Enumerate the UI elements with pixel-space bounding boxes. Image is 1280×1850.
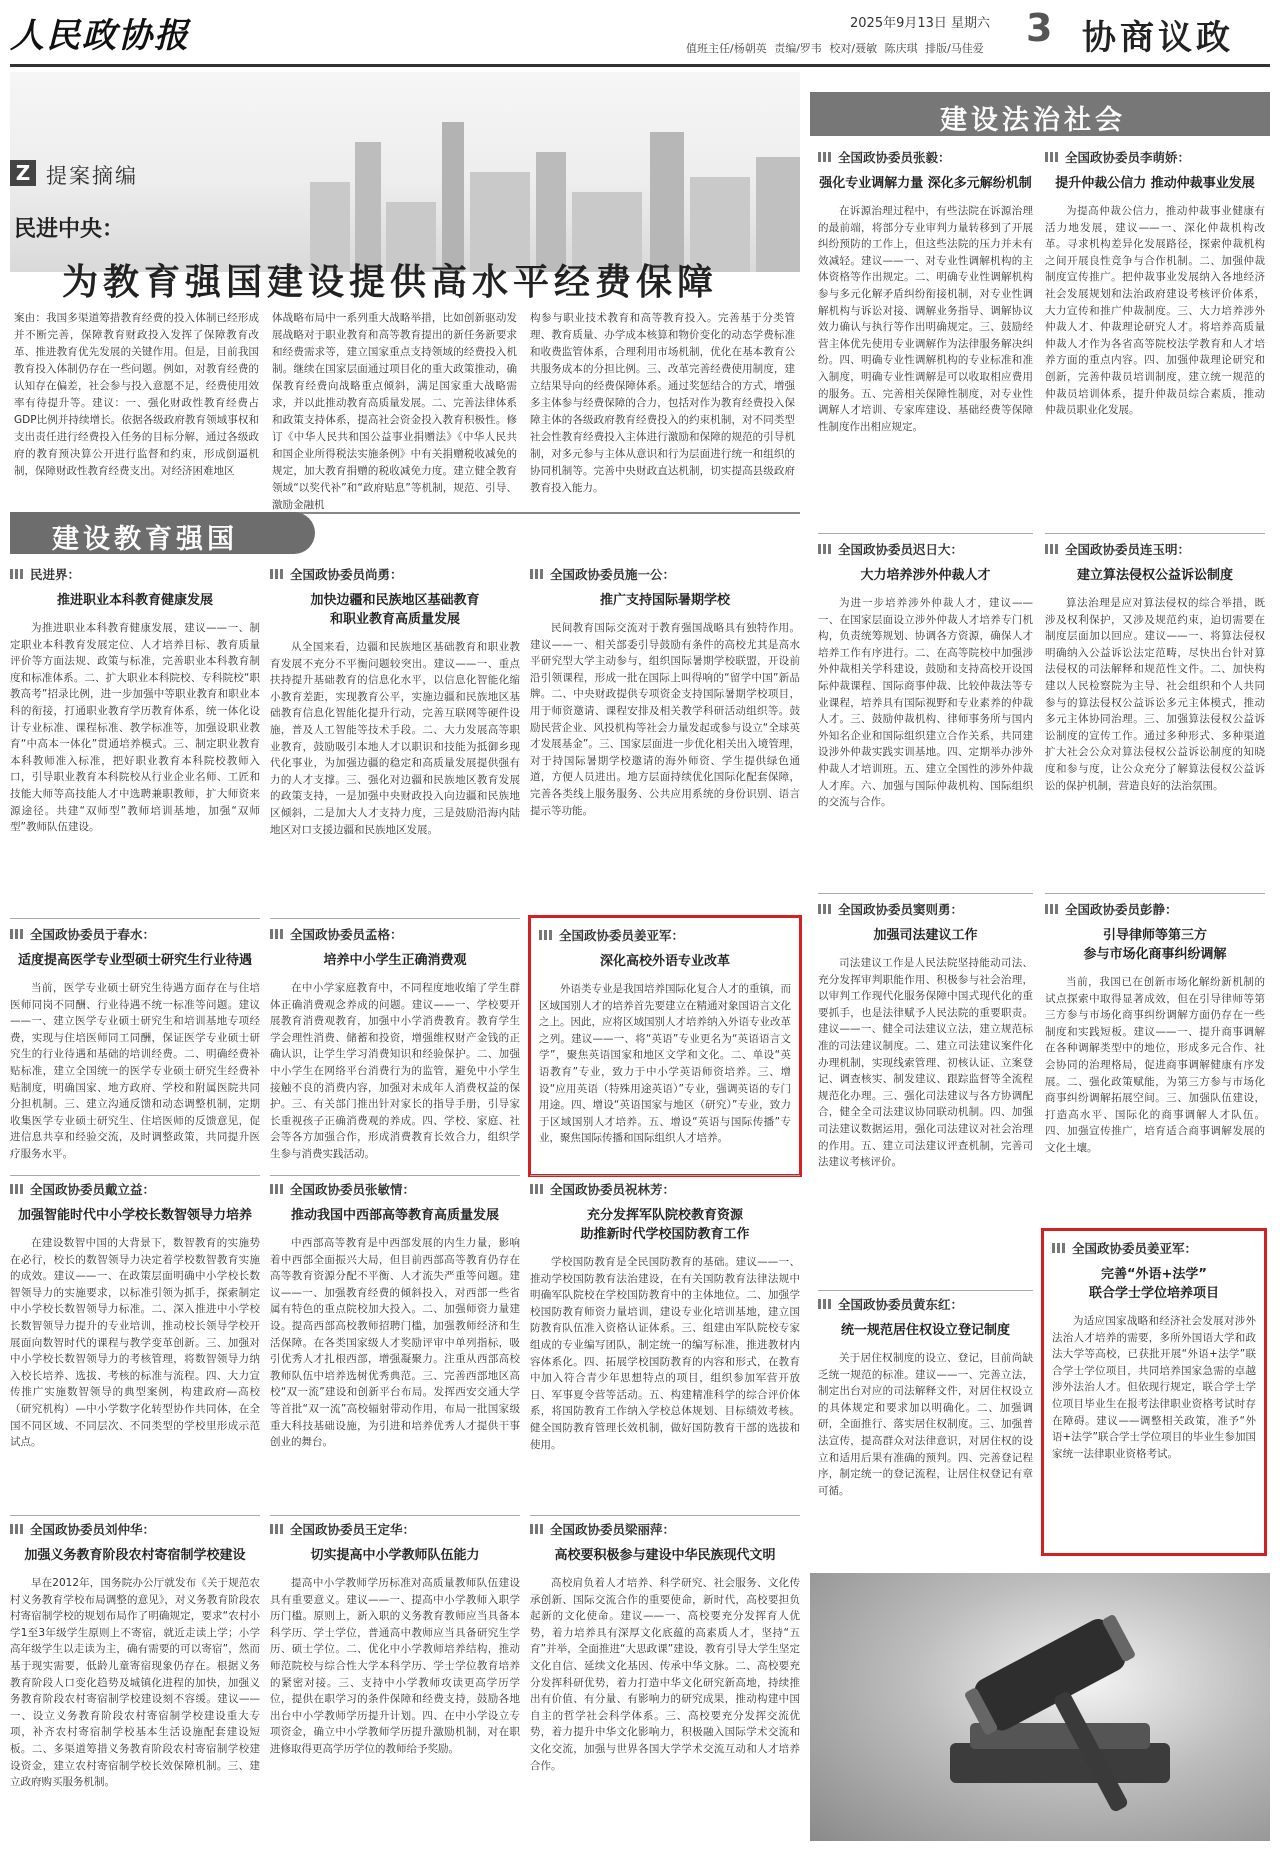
column-divider: [270, 1515, 520, 1516]
bullet-icon: [1045, 904, 1059, 914]
article-title: 建立算法侵权公益诉讼制度: [1076, 568, 1233, 583]
article-minjin: [10, 565, 260, 915]
section-bar-education: [10, 512, 315, 554]
column-divider: [1045, 533, 1265, 534]
article-body: 中西部高等教育是中西部发展的内生力量，影响着中西部全面振兴大局，但目前西部高等教育仍存在高等教育资源分配不平衡、人才流失严重等问题。建议——一、加强教育经费的倾斜投入，对西部一些省属有特色的重点院校加大投入。二、加强师资力量建设。提高西部高校教师招聘门槛，加强教师经济和生活保障。在各类国家级人才奖励评审中单列指标，吸引优秀人才扎根西部，增强凝聚力。注重从西部高校教师队伍中培养选树优秀典范。三、完善西部地区高校“双一流”建设和创新平台布局。发挥西安交通大学等首批“双一流”高校辐射带动作用，布局一批国家级重大科技基础设施，为引进和培养优秀人才提供干事创业的舞台。: [270, 1237, 520, 1449]
article-author: [10, 1520, 260, 1538]
bullet-icon: [10, 929, 24, 939]
article-body: 关于居住权制度的设立、登记，目前尚缺乏统一规范的标准。建议——一、完善立法，制定出台对应的司法解释文件，对居住权设立的具体规定和要求加以明确化。二、加强调研，全面推行、落实居住权制度。三、加强普法宣传，提高群众对法律意识，对居住权的设立和适用后果有准确的预判。四、完善登记程序，制定统一的登记流程，让居住权登记有章可循。: [818, 1352, 1033, 1497]
article-body: 为推进职业本科教育健康发展，建议——一、制定职业本科教育发展定位、人才培养目标、教育质量评价等方面法规、政策与标准，完善职业本科教育制度和标准体系。二、扩大职业本科院校、专科院校“职教高考”招录比例，进一步加强中等职业教育和职业本科的衔接，打通职业教育学历教育体系，统一体化设计专业标准、课程标准、教学标准等，加强设职业教育“中高本一体化”贯通培养模式。三、制定职业教育本科教师准入标准，把好职业教育本科院校教师入口，引导职业教育本科院校从行业企业名师、工匠和技能大师等高技能人才中选聘兼职教师，扩大师资来源途径。共建“双师型”教师培训基地，加强“双师型”教师队伍建设。: [10, 622, 260, 834]
article-body: 在中小学家庭教育中，不同程度地收缩了学生群体正确消费观念养成的问题。建议——一、学校要开展教育消费观教育，加强中小学消费教育。教育学生学会理性消费、储蓄和投资，增强维权财产金钱的正确认识，让学生学习消费知识和经验保护。二、加强中小学生在网络平台消费行为的监管，避免中小学生接触不良的消费内容，加强对未成年人消费权益的保护。三、有关部门推出针对家长的指导手册，引导家长重视孩子正确消费观的养成。四、学校、家庭、社会等各方加强合作，形成消费教育长效合力，组织学生参与消费实践活动。: [270, 982, 520, 1160]
article-jiangyajun1: [528, 915, 802, 1177]
article-body: 为提高仲裁公信力，推动仲裁事业健康有活力地发展，建议——一、深化仲裁机构改革。寻求机构差异化发展路径，探索仲裁机构之间开展良性竞争与合作机制。二、加强仲裁制度宣传推广。把仲裁事业发展纳入各地经济社会发展规划和法治政府建设考核评价体系，大力宣传和推广仲裁制度。三、大力培养涉外仲裁人才、仲裁理论研究人才。将培养高质量仲裁人才作为各省高等院校法学教育和人才培养方面的重点内容。四、加强仲裁理论研究和创新，完善仲裁员培训制度，建立统一规范的仲裁员培训体系，提升仲裁员综合素质，推动仲裁员职业化发展。: [1045, 205, 1265, 417]
bullet-icon: [818, 1299, 832, 1309]
article-body: 在诉源治理过程中，有些法院在诉源治理的最前端，将部分专业审判力量转移到了开展纠纷预防的工作上，但这些法院的压力并未有效减轻。建议——一、对专业性调解机构的主体资格等作出规定。二、明确专业性调解机构参与多元化解矛盾纠纷衔接机制，对专业性调解机构与诉讼对接、调解业务指导、调解协议效力确认与执行等作出明确规定。三、鼓励经营主体优先使用专业调解作为法律服务解决纠纷。四、明确专业性调解机构的专业标准和准入制度，明确专业性调解是可以收取相应费用的服务。五、完善相关保障性制度，对专业性调解人才培训、专家库建设、基础经费等保障性制度作出相应规定。: [818, 205, 1033, 433]
page-number: 3: [1026, 6, 1053, 50]
author-name: 全国政协委员李萌娇：: [1065, 150, 1191, 165]
article-author: [530, 565, 800, 583]
bullet-icon: [530, 1524, 544, 1534]
article-zhangyi: [818, 148, 1033, 528]
article-shangyong: [270, 565, 520, 915]
article-title: 大力培养涉外仲裁人才: [860, 568, 991, 583]
feature-body-col-1: 案由：我国多渠道筹措教育经费的投入体制已经形成并不断完善，保障教育财政投入发挥了保障教育改革、推进教育优先发展的关键作用。但是，目前我国教育投入体制仍存在一些问题。例如，对教育经费的认知存在偏差，社会参与投入意愿不足，经费使用效率有待提升等。建议：一、强化财政性教育经费占GDP比例并持续增长。依据各级政府教育领域事权和支出责任进行经费投入任务的目标分解，通过各级政府的教育预决算公开进行监督和约束，形成倒逼机制，保障财政性教育经费支出。对经济困难地区: [14, 312, 259, 477]
article-jiangyajun2: [1041, 1228, 1267, 1556]
section-title: 协商议政: [1082, 18, 1234, 58]
article-liangliping: [530, 1520, 800, 1845]
article-zhangmin: [270, 1180, 520, 1510]
article-body: 学校国防教育是全民国防教育的基础。建议——一、推动学校国防教育法治建设，在有关国防教育法律法规中明确军队院校在学校国防教育中的主体地位。二、加强学校国防教育师资力量培训，建设专业化培训基地，建立国防教育队伍准入资格认证体系。三、组建由军队院校专家组成的专业编写团队，制定统一的编写标准，推进教材内容体系化。四、拓展学校国防教育的内容和形式，在教育中加入符合青少年思想特点的项目，组织参加军营开放日、军事夏令营等活动。五、构建精准科学的综合评价体系，将国防教育工作纳入学校总体规划、目标绩效考核。健全国防教育管理长效机制，做好国防教育干部的选拔和使用。: [530, 1256, 800, 1451]
bullet-icon: [270, 929, 284, 939]
article-title: 完善“外语+法学” 联合学士学位培养项目: [1088, 1267, 1219, 1301]
author-name: 全国政协委员于春水：: [30, 927, 156, 942]
proposer-org: 民进中央：: [14, 217, 125, 242]
article-body: 当前，医学专业硕士研究生待遇方面存在与住培医师同岗不同酬、行业待遇不统一标准等问题。建议——一、建立医学专业硕士研究生和培训基地专项经费，实现与住培医师同工同酬，保证医学专业硕士研究生的行业待遇和基础的培训经费。二、明确经费补贴标准，建立全国统一的医学专业硕士研究生经费补贴制度，明确国家、地方政府、学校和附属医院共同分担机制。三、建立沟通反馈和动态调整机制，定期收集医学专业硕士研究生、住培医师的反馈意见，促进信息共享和经验交流，及时调整政策，共同提升医疗服务水平。: [10, 982, 260, 1160]
column-divider: [270, 1175, 520, 1176]
article-author: [270, 925, 520, 943]
author-name: 全国政协委员姜亚军：: [559, 928, 685, 943]
article-mengge: [270, 925, 520, 1170]
article-author: [10, 925, 260, 943]
article-body: 提高中小学教师学历标准对高质量教师队伍建设具有重要意义。建议——一、提高中小学教师入职学历门槛。原则上，新入职的义务教育教师应当具备本科学历、学士学位，普通高中教师应当具备研究生学历、硕士学位。二、优化中小学教师培养结构，推动师范院校与综合性大学本科学历、学士学位教育培养的紧密对接。三、支持中小学教师攻读更高学历学位，提供在职学习的条件保障和经费支持，鼓励各地出台中小学教师学历提升计划。四、在中小学设立专项资金，确立中小学教师学历提升激励机制，对在职进修取得更高学历学位的教师给予奖励。: [270, 1577, 520, 1755]
column-divider: [10, 1175, 260, 1176]
author-name: 全国政协委员张敏情：: [290, 1182, 416, 1197]
article-author: [10, 1180, 260, 1198]
article-title: 加快边疆和民族地区基础教育 和职业教育高质量发展: [310, 593, 480, 627]
article-huangdongyan: [818, 1295, 1033, 1563]
article-title: 引导律师等第三方 参与市场化商事纠纷调解: [1083, 928, 1227, 962]
author-name: 全国政协委员黄东红：: [838, 1297, 964, 1312]
author-name: 民进界：: [30, 567, 81, 582]
column-divider: [818, 1290, 1033, 1291]
author-name: 全国政协委员戴立益：: [30, 1182, 156, 1197]
bullet-icon: [1045, 152, 1059, 162]
column-divider: [10, 918, 260, 919]
author-name: 全国政协委员王定华：: [290, 1522, 416, 1537]
author-name: 全国政协委员彭静：: [1065, 902, 1178, 917]
article-douzhe: [818, 900, 1033, 1285]
article-body: 为进一步培养涉外仲裁人才，建议——一、在国家层面设立涉外仲裁人才培养专门机构，负责统筹规划、协调各方资源，确保人才培养工作有序进行。二、在高等院校中加强涉外仲裁相关学科建设，鼓励和支持高校开设国际仲裁课程、国际商事仲裁、比较仲裁法等专业课程，培养具有国际视野和专业素养的仲裁人才。三、鼓励仲裁机构、律师事务所与国内外知名企业和国际组织建立合作关系，共同建设涉外仲裁实践实训基地。四、定期举办涉外仲裁人才培训班。五、建立全国性的涉外仲裁人才库。六、加强与国际仲裁机构、国际组织的交流与合作。: [818, 597, 1033, 809]
article-dailijin: [10, 1180, 260, 1510]
article-body: 高校肩负着人才培养、科学研究、社会服务、文化传承创新、国际交流合作的重要使命，新时代，高校要担负起新的文化使命。建议——一、高校要充分发挥育人优势，着力培养具有深厚文化底蕴的高素质人才，坚持“五育”并举，全面推进“大思政课”建设，教育引导大学生坚定文化自信、延续文化基因、传承中华文脉。二、高校要充分发挥科研优势，着力打造中华文化研究新高地，持续推出有价值、有分量、有影响力的研究成果，推动构建中国自主的哲学社会科学体系。三、高校要充分发挥交流优势，着力提升中华文化影响力，积极融入国际学术交流和文化交流，加强与世界各国大学学术交流互动和人才培养合作。: [530, 1577, 800, 1772]
article-title: 推进职业本科教育健康发展: [56, 593, 213, 608]
column-tag: 提案摘编: [46, 164, 138, 188]
article-title: 培养中小学生正确消费观: [323, 953, 467, 968]
header-rule: [10, 64, 1270, 67]
article-title: 充分发挥军队院校教育资源 助推新时代学校国防教育工作: [580, 1208, 750, 1242]
article-shiyigong: [530, 565, 800, 915]
article-chirida: [818, 540, 1033, 890]
issue-date: 2025年9月13日 星期六: [850, 16, 991, 31]
article-wangdingbing: [270, 1520, 520, 1845]
article-body: 为适应国家战略和经济社会发展对涉外法治人才培养的需要，多所外国语大学和政法大学等高校，已获批开展“外语+法学”联合学士学位项目，共同培养国家急需的卓越涉外法治人才。但依现行规定，联合学士学位项目毕业生在报考法律职业资格考试时存在障碍。建议——调整相关政策，准予“外语+法学”联合学士学位项目的毕业生参加国家统一法律职业资格考试。: [1052, 1315, 1256, 1460]
article-body: 从全国来看，边疆和民族地区基础教育和职业教育发展不充分不平衡问题较突出。建议——一、重点扶持提升基础教育的信息化水平，以信息化智能化缩小教育差距，实现教育公平，实施边疆和民族地区基础教育信息化智能化提升行动，完善互联网等硬件设施，普及人工智能等技术手段。二、大力发展高等职业教育，鼓励吸引本地人才以职识和技能为抵御乡现代化事业，为加强边疆的稳定和高质量发展提供强有力的人才支撑。三、强化对边疆和民族地区教育发展的政策支持，一是加强中央财政投入向边疆和民族地区倾斜，二是加大人才支持力度，三是鼓励沿海内陆地区对口支援边疆和民族地区发展。: [270, 641, 520, 836]
article-title: 提升仲裁公信力 推动仲裁事业发展: [1055, 176, 1255, 191]
feature-body-col-2: 体战略布局中一系列重大战略举措，比如创新驱动发展战略对于职业教育和高等教育提出的新任务新要求和经费需求等，建立国家重点支持领域的经费投入机制。继续在国家层面通过项目化的重大政策推动，确保教育经费向战略重点倾斜，满足国家重大战略需求，并以此推动教育高质量发展。二、完善法律体系和政策支持体系，提高社会资金投入教育积极性。修订《中华人民共和国公益事业捐赠法》《中华人民共和国企业所得税法实施条例》中有关捐赠税收减免的规定，加大教育捐赠的税收减免力度。建立健全教育领域“以奖代补”和“政府贴息”等机制，规范、引导、激励金融机: [272, 312, 517, 511]
article-body: 在建设数智中国的大背景下，数智教育的实施势在必行，校长的数智领导力决定着学校数智教育实施的成效。建议——一、在政策层面明确中小学校长数智领导力的实施要求，以标准引领为抓手，探索制定中小学校长数智领导力标准。二、深入推进中小学校长数智领导力提升的专业培训，推动校长领导学校开展面向数智时代的课程与教学变革创新。三、加强对中小学校长数智领导力的考核管理，将数智领导力纳入校长培养、选拔、考核的标准与流程。四、大力宣传推广实施数智领导的典型案例，构建政府—高校（研究机构）—中小学数字化转型协作共同体，在全国不同区域、不同层次、不同类型的学校里形成示范试点。: [10, 1237, 260, 1449]
author-name: 全国政协委员孟格：: [290, 927, 403, 942]
article-author: [530, 1180, 800, 1198]
article-author: [818, 900, 1033, 918]
author-name: 全国政协委员连玉明：: [1065, 542, 1191, 557]
article-pengjing: [1045, 900, 1265, 1220]
article-title: 适度提高医学专业型硕士研究生行业待遇: [17, 953, 252, 968]
bullet-icon: [818, 904, 832, 914]
gavel-photo: [810, 1573, 1270, 1841]
article-body: 当前，我国已在创新市场化解纷新机制的试点探索中取得显著成效，但在引导律师等第三方参与市场化商事纠纷调解方面仍存在一些制度和实践短板。建议——一、提升商事调解在各种调解类型中的地位，形成多元合作、社会协同的治理格局，促进商事调解健康有序发展。二、强化政策赋能，为第三方参与市场化商事纠纷调解拓展空间。三、加强队伍建设，打造高水平、国际化的商事调解人才队伍。四、加强宣传推广，培育适合商事调解发展的文化土壤。: [1045, 976, 1265, 1154]
bullet-icon: [270, 1524, 284, 1534]
section-label: 建设教育强国: [52, 524, 238, 555]
author-name: 全国政协委员姜亚军：: [1072, 1241, 1198, 1256]
tag-letter-badge: Z: [10, 160, 36, 186]
article-liuzhonghua: [10, 1520, 260, 1845]
article-author: [818, 540, 1033, 558]
article-title: 切实提高中小学教师队伍能力: [310, 1548, 480, 1563]
article-title: 高校要积极参与建设中华民族现代文明: [554, 1548, 776, 1563]
author-name: 全国政协委员梁丽萍：: [550, 1522, 676, 1537]
newspaper-logo: 人民政协报: [10, 16, 190, 56]
article-author: [530, 1520, 800, 1538]
column-divider: [10, 1515, 260, 1516]
article-author: [1045, 148, 1265, 166]
feature-body-col-3: 构参与职业技术教育和高等教育投入。完善基于分类管理、教育质量、办学成本核算和物价变化的动态学费标准和收费监管体系，合理利用市场机制，优化在基本教育公共服务成本的分担比例。三、改革完善经费使用制度，建立结果导向的经费保障体系。通过奖惩结合的方式，增强多主体参与经费保障的合力，包括对作为教育经费投入保障主体的各级政府教育经费投入的约束机制，对不同类型社会性教育经费投入主体进行激励和保障的规范的引导机制，对多元参与主体从意识和行为层面进行统一和组织的协同机制等。完善中央财政直达机制，切实提高县级政府教育投入能力。: [530, 312, 795, 494]
author-name: 全国政协委员窦则勇：: [838, 902, 964, 917]
column-divider: [818, 533, 1033, 534]
bullet-icon: [10, 1184, 24, 1194]
column-divider: [818, 893, 1033, 894]
article-chunshui: [10, 925, 260, 1170]
article-author: [539, 926, 791, 944]
staff-credits: 值班主任/杨朝英 责编/罗韦 校对/聂敏 陈庆琪 排版/马佳爱: [686, 42, 984, 55]
bullet-icon: [270, 1184, 284, 1194]
author-name: 全国政协委员迟日大：: [838, 542, 964, 557]
bullet-icon: [818, 544, 832, 554]
column-divider: [270, 918, 520, 919]
author-name: 全国政协委员刘仲华：: [30, 1522, 156, 1537]
bullet-icon: [1045, 544, 1059, 554]
article-author: [270, 1180, 520, 1198]
article-title: 加强智能时代中小学校长数智领导力培养: [17, 1208, 252, 1223]
gavel-icon: [810, 1573, 1270, 1841]
article-author: [270, 565, 520, 583]
article-title: 强化专业调解力量 深化多元解纷机制: [819, 176, 1032, 191]
bullet-icon: [530, 569, 544, 579]
article-author: [270, 1520, 520, 1538]
bullet-icon: [539, 930, 553, 940]
article-author: [10, 565, 260, 583]
bullet-icon: [818, 152, 832, 162]
article-body: 早在2012年，国务院办公厅就发布《关于规范农村义务教育学校布局调整的意见》，对义务教育阶段农村寄宿制学校的规划布局作了明确规定，要求“农村小学1至3年级学生原则上不寄宿，就近走读上学；小学高年级学生以走读为主，确有需要的可以寄宿”，然而基于现实需要，低龄儿童寄宿现象仍存在。根据义务教育阶段人口变化趋势及城镇化进程的加快，加强义务教育阶段农村寄宿制学校建设刻不容缓。建议——一、设立义务教育阶段农村寄宿制学校建设重大专项，补齐农村寄宿制学校基本生活设施配套建设短板。二、多渠道筹措义务教育阶段农村寄宿制学校建设资金，建立农村寄宿制学校长效保障机制。三、建立政府购买服务机制。: [10, 1577, 260, 1789]
article-author: [1045, 540, 1265, 558]
article-title: 加强司法建议工作: [873, 928, 978, 943]
author-name: 全国政协委员施一公：: [550, 567, 676, 582]
article-author: [818, 148, 1033, 166]
author-name: 全国政协委员张毅：: [838, 150, 951, 165]
masthead: [0, 0, 1280, 64]
column-divider: [530, 1175, 800, 1176]
article-limengjiao: [1045, 148, 1265, 528]
column-divider: [530, 1515, 800, 1516]
article-title: 推动我国中西部高等教育高质量发展: [290, 1208, 499, 1223]
bullet-icon: [530, 1184, 544, 1194]
bullet-icon: [270, 569, 284, 579]
article-body: 司法建议工作是人民法院坚持能动司法、充分发挥审判职能作用、积极参与社会治理，以审判工作现代化服务保障中国式现代化的重要抓手，也是法律赋予人民法院的重要职责。建议——一、健全司法建议立法，建立规范标准的司法建议制度。二、建立司法建议案件化办理机制，实现线索管理、初核认证、立案登记、调查核实、制发建议、跟踪监督等全流程规范化办理。三、强化司法建议与各方协调配合，健全全司法建议协同联动机制。四、加强司法建议数据运用，强化司法建议对社会治理的作用。五、建立司法建议评查机制，完善司法建议考核评价。: [818, 957, 1033, 1169]
author-name: 全国政协委员尚勇：: [290, 567, 403, 582]
section-label: 建设法治社会: [940, 105, 1126, 136]
article-body: 民间教育国际交流对于教育强国战略具有独特作用。建议——一、相关部委引导鼓励有条件的高校尤其是高水平研究型大学主动参与，组织国际暑期学校联盟，开设前沿引领课程，形成一批在国际上叫得响的“留学中国”新品牌。二、中央财政提供专项资金支持国际暑期学校项目，用于师资邀请、课程安排及相关教学科研活动组织等。鼓励民营企业、风投机构等社会力量发起或参与设立“全球英才发展基金”。三、国家层面进一步优化相关出入境管理，对于持国际暑期学校邀请的海外师资、学生提供绿色通道，方便人员进出。地方层面持续优化国际化配套保障，完善各类线上服务服务、公共应用系统的身份识别、语言提示等功能。: [530, 622, 800, 817]
article-zhulinfang: [530, 1180, 800, 1510]
article-author: [818, 1295, 1033, 1313]
article-title: 推广支持国际暑期学校: [599, 593, 730, 608]
section-bar-law: [810, 92, 1270, 136]
bullet-icon: [10, 1524, 24, 1534]
bullet-icon: [1052, 1243, 1066, 1253]
bullet-icon: [10, 569, 24, 579]
article-author: [1052, 1239, 1256, 1257]
feature-headline: 为教育强国建设提供高水平经费保障: [62, 261, 719, 303]
article-author: [1045, 900, 1265, 918]
article-title: 加强义务教育阶段农村寄宿制学校建设: [24, 1548, 246, 1563]
article-body: 外语类专业是我国培养国际化复合人才的重镇，而区域国别人才的培养首先要建立在精通对象国语言文化之上。因此，应将区域国别人才培养纳入外语专业改革之列。建议——一、将“英语”专业更名为“英语语言文学”，聚焦英语国家和地区文学和文化。二、单设“英语教育”专业，致力于中小学英语师资培养。三、增设“应用英语（特殊用途英语）”专业，强调英语的专门用途。四、增设“英语国家与地区（研究）”专业，致力于区域国别人才培养。五、增设“英语与国际传播”专业，聚焦国际传播和国际组织人才培养。: [539, 983, 791, 1145]
article-lianyuming: [1045, 540, 1265, 890]
column-divider: [1045, 893, 1265, 894]
article-body: 算法治理是应对算法侵权的综合举措，既涉及权利保护，又涉及规范约束，迫切需要在制度层面加以回应。建议——一、将算法侵权明确纳入公益诉讼法定范畴，尽快出台针对算法侵权的司法解释和规范性文件。二、加快构建以人民检察院为主导、社会组织和个人共同参与的算法侵权公益诉讼多元主体模式，推动多元主体协同治理。三、加强算法侵权公益诉讼制度的宣传工作。通过多种形式、多种渠道扩大社会公众对算法侵权公益诉讼制度的知晓度和参与度，让公众充分了解算法侵权公益诉讼的保护机制，营造良好的法治氛围。: [1045, 597, 1265, 792]
article-title: 深化高校外语专业改革: [599, 954, 730, 969]
article-title: 统一规范居住权设立登记制度: [840, 1323, 1010, 1338]
author-name: 全国政协委员祝林芳：: [550, 1182, 676, 1197]
